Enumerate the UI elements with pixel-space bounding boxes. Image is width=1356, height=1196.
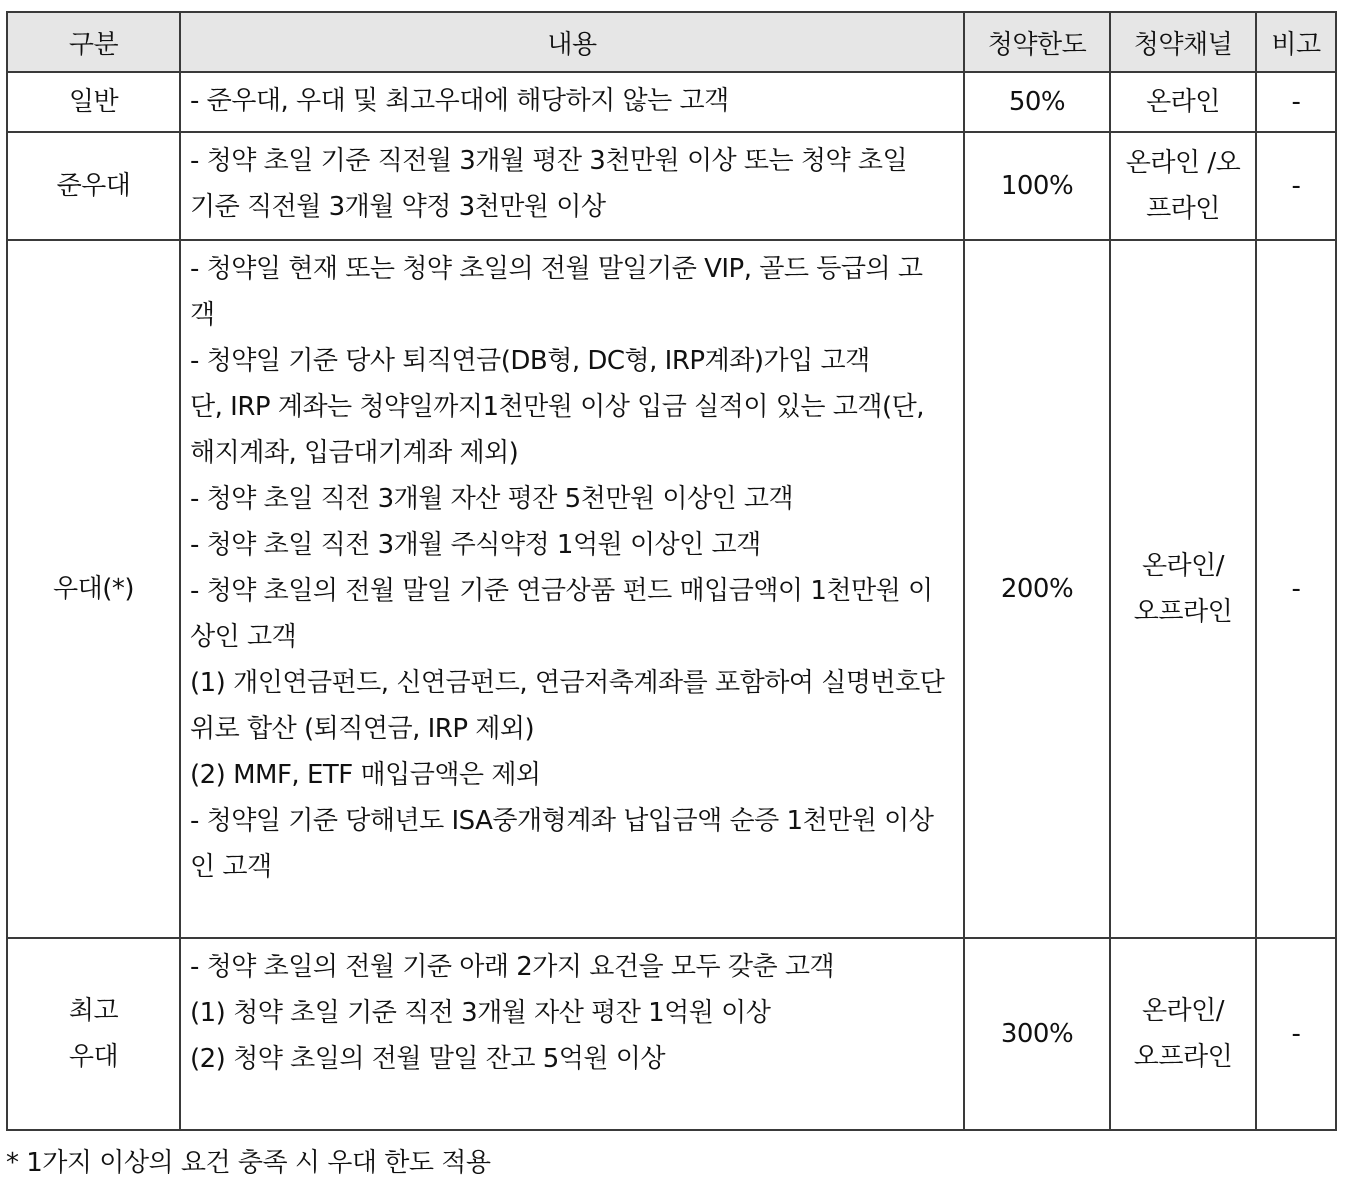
- cell-category: [7, 72, 180, 132]
- table-row: [7, 132, 1336, 240]
- content-line: - 청약일 기준 당사 퇴직연금(DB형, DC형, IRP계좌)가입 고객: [190, 346, 870, 376]
- content-line: 단, IRP 계좌는 청약일까지1천만원 이상 입금 실적이 있는 고객(단,: [190, 392, 925, 422]
- cell-limit: 200%: [964, 240, 1110, 938]
- content-line: - 준우대, 우대 및 최고우대에 해당하지 않는 고객: [190, 86, 729, 116]
- cell-channel: [1110, 240, 1256, 938]
- category-line: 최고: [68, 996, 119, 1026]
- cell-limit: 100%: [964, 132, 1110, 240]
- cell-remarks: -: [1256, 240, 1336, 938]
- cell-remarks: -: [1256, 132, 1336, 240]
- content-line: 객: [190, 300, 215, 330]
- channel-line: 오프라인: [1133, 1042, 1233, 1072]
- content-line: (1) 청약 초일 기준 직전 3개월 자산 평잔 1억원 이상: [190, 998, 771, 1028]
- content-line: - 청약일 현재 또는 청약 초일의 전월 말일기준 VIP, 골드 등급의 고: [190, 254, 923, 284]
- cell-channel: [1110, 72, 1256, 132]
- content-line: 해지계좌, 입금대기계좌 제외): [190, 438, 519, 468]
- channel-line: 온라인/: [1141, 551, 1225, 581]
- cell-category: [7, 132, 180, 240]
- subscription-limit-table: [6, 11, 1337, 1131]
- content-line: - 청약 초일 기준 직전월 3개월 평잔 3천만원 이상 또는 청약 초일: [190, 146, 908, 176]
- cell-limit: 300%: [964, 938, 1110, 1130]
- table-row: [7, 240, 1336, 938]
- header-category: 구분: [7, 12, 180, 72]
- channel-line: 오프라인: [1133, 597, 1233, 627]
- table-row: [7, 938, 1336, 1130]
- channel-line: 온라인 /오: [1125, 148, 1241, 178]
- channel-line: 프라인: [1146, 194, 1220, 224]
- cell-content: [180, 240, 964, 938]
- cell-limit: 50%: [964, 72, 1110, 132]
- header-channel: 청약채널: [1110, 12, 1256, 72]
- channel-line: 온라인/: [1141, 996, 1225, 1026]
- channel-line: 온라인: [1146, 87, 1220, 117]
- content-line: (2) MMF, ETF 매입금액은 제외: [190, 760, 541, 790]
- cell-category: [7, 240, 180, 938]
- cell-channel: [1110, 938, 1256, 1130]
- cell-remarks: -: [1256, 72, 1336, 132]
- footnote: * 1가지 이상의 요건 충족 시 우대 한도 적용: [6, 1148, 491, 1178]
- header-content: 내용: [180, 12, 964, 72]
- content-line: - 청약일 기준 당해년도 ISA중개형계좌 납입금액 순증 1천만원 이상: [190, 806, 934, 836]
- cell-content: [180, 72, 964, 132]
- table-header-row: [7, 12, 1336, 72]
- cell-content: [180, 938, 964, 1130]
- content-line: 상인 고객: [190, 622, 297, 652]
- content-line: - 청약 초일 직전 3개월 주식약정 1억원 이상인 고객: [190, 530, 761, 560]
- header-remarks: 비고: [1256, 12, 1336, 72]
- category-line: 일반: [68, 87, 119, 117]
- cell-remarks: -: [1256, 938, 1336, 1130]
- category-line: 준우대: [56, 171, 131, 201]
- content-line: - 청약 초일 직전 3개월 자산 평잔 5천만원 이상인 고객: [190, 484, 794, 514]
- content-line: - 청약 초일의 전월 말일 기준 연금상품 펀드 매입금액이 1천만원 이: [190, 576, 933, 606]
- content-line: - 청약 초일의 전월 기준 아래 2가지 요건을 모두 갖춘 고객: [190, 952, 835, 982]
- category-line: 우대: [68, 1042, 119, 1072]
- header-limit: 청약한도: [964, 12, 1110, 72]
- table-row: [7, 72, 1336, 132]
- content-line: (2) 청약 초일의 전월 말일 잔고 5억원 이상: [190, 1044, 665, 1074]
- category-line: 우대(*): [52, 574, 135, 604]
- cell-category: [7, 938, 180, 1130]
- cell-content: [180, 132, 964, 240]
- content-line: 위로 합산 (퇴직연금, IRP 제외): [190, 714, 535, 744]
- content-line: 인 고객: [190, 852, 272, 882]
- content-line: 기준 직전월 3개월 약정 3천만원 이상: [190, 192, 606, 222]
- cell-channel: [1110, 132, 1256, 240]
- content-line: (1) 개인연금펀드, 신연금펀드, 연금저축계좌를 포함하여 실명번호단: [190, 668, 945, 698]
